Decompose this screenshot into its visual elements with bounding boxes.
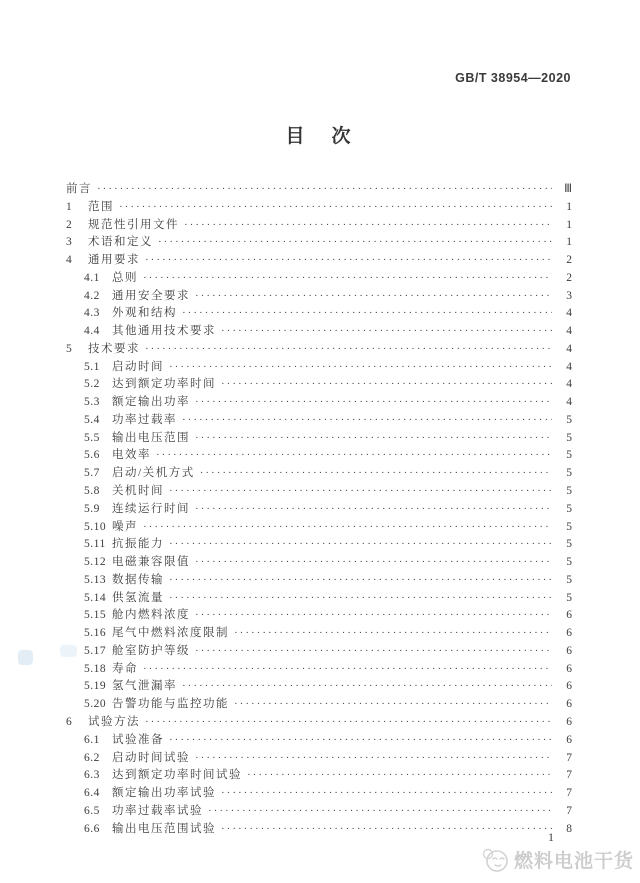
- toc-entry-title: 舱内燃料浓度: [112, 609, 190, 622]
- toc-entry-page: 7: [566, 804, 572, 817]
- toc-entry-title: 抗振能力: [112, 538, 164, 551]
- toc-entry-page: 6: [566, 627, 572, 640]
- toc-entry-number: 5.18: [84, 662, 107, 675]
- toc-entry-page: 6: [566, 644, 572, 657]
- toc-entry-number: 5.17: [84, 644, 107, 657]
- toc-entry-number: 5.13: [84, 573, 107, 586]
- dot-leader: [234, 625, 552, 643]
- toc-entry-title: 前言: [66, 183, 92, 195]
- toc-entry: [66, 270, 572, 288]
- toc-entry-title: 电磁兼容限值: [112, 556, 190, 569]
- toc-entry-number: 4.1: [84, 271, 100, 284]
- toc-entry-number: 6: [66, 715, 73, 728]
- toc-entry-title: 功率过载率: [112, 413, 177, 426]
- dot-leader: [158, 234, 552, 252]
- toc-entry: [66, 572, 572, 590]
- toc-entry: [66, 625, 572, 643]
- toc-entry: [66, 501, 572, 519]
- toc-entry-page: 6: [566, 680, 572, 693]
- dot-leader: [195, 501, 552, 519]
- toc-entry-page: 5: [566, 573, 572, 586]
- standard-number: GB/T 38954—2020: [455, 71, 571, 85]
- dot-leader: [195, 394, 552, 412]
- toc-entry-title: 达到额定功率时间: [112, 378, 216, 391]
- toc-entry-title: 舱室防护等级: [112, 644, 190, 657]
- toc-entry-page: 4: [566, 360, 572, 373]
- toc-entry-title: 其他通用技术要求: [112, 325, 216, 338]
- toc-entry-title: 通用安全要求: [112, 289, 190, 302]
- toc-entry-number: 2: [66, 218, 73, 231]
- toc-entry-number: 5.1: [84, 360, 100, 373]
- dot-leader: [182, 412, 552, 430]
- toc-entry-title: 供氢流量: [112, 591, 164, 604]
- toc-entry-page: 4: [566, 325, 572, 338]
- dot-leader: [221, 323, 552, 341]
- toc-entry-page: 4: [566, 342, 572, 355]
- toc-entry-number: 5.3: [84, 396, 100, 409]
- toc-entry-number: 4.4: [84, 325, 100, 338]
- toc-entry-page: 6: [566, 609, 572, 622]
- toc-entry-title: 启动时间试验: [112, 751, 190, 764]
- toc-entry: [66, 785, 572, 803]
- toc-entry-title: 试验方法: [88, 715, 140, 728]
- table-of-contents: [66, 181, 572, 838]
- toc-entry-page: 6: [566, 698, 572, 711]
- toc-entry: [66, 465, 572, 483]
- toc-entry-title: 电效率: [112, 449, 151, 462]
- dot-leader: [195, 288, 552, 306]
- dot-leader: [195, 607, 552, 625]
- toc-entry-number: 4.2: [84, 289, 100, 302]
- toc-entry: [66, 519, 572, 537]
- toc-entry-number: 6.1: [84, 733, 100, 746]
- toc-entry-number: 6.5: [84, 804, 100, 817]
- toc-entry-number: 1: [66, 200, 73, 213]
- toc-entry-number: 5.15: [84, 609, 107, 622]
- toc-entry-title: 连续运行时间: [112, 502, 190, 515]
- toc-entry-page: 4: [566, 396, 572, 409]
- toc-entry-page: 5: [566, 431, 572, 444]
- toc-entry-page: 8: [566, 822, 572, 835]
- dot-leader: [169, 732, 552, 750]
- toc-entry-number: 5.9: [84, 502, 100, 515]
- toc-entry-title: 达到额定功率时间试验: [112, 769, 242, 782]
- toc-entry: [66, 199, 572, 217]
- toc-entry-number: 5.14: [84, 591, 107, 604]
- toc-entry-title: 启动/关机方式: [112, 467, 195, 480]
- toc-entry-number: 6.4: [84, 787, 100, 800]
- toc-entry-number: 5.5: [84, 431, 100, 444]
- dot-leader: [156, 447, 552, 465]
- toc-entry: [66, 412, 572, 430]
- dot-leader: [169, 572, 552, 590]
- dot-leader: [195, 643, 552, 661]
- toc-entry-title: 规范性引用文件: [88, 218, 179, 231]
- toc-entry-title: 通用要求: [88, 254, 140, 267]
- toc-entry-page: 5: [566, 485, 572, 498]
- toc-entry-number: 5.4: [84, 413, 100, 426]
- dot-leader: [195, 750, 552, 768]
- toc-entry-number: 5: [66, 342, 73, 355]
- dot-leader: [145, 252, 552, 270]
- toc-entry-number: 5.7: [84, 467, 100, 480]
- toc-entry-title: 额定输出功率试验: [112, 787, 216, 800]
- dot-leader: [195, 554, 552, 572]
- toc-entry-page: 5: [566, 538, 572, 551]
- toc-entry-page: 5: [566, 520, 572, 533]
- toc-entry-page: 1: [566, 200, 572, 213]
- toc-entry-page: 4: [566, 378, 572, 391]
- toc-entry: [66, 554, 572, 572]
- toc-entry: [66, 447, 572, 465]
- toc-entry-page: 6: [566, 733, 572, 746]
- page-title: 目 次: [285, 126, 355, 147]
- toc-entry: [66, 323, 572, 341]
- toc-entry: [66, 767, 572, 785]
- dot-leader: [145, 341, 552, 359]
- dot-leader: [143, 519, 552, 537]
- toc-entry-page: 2: [566, 254, 572, 267]
- dot-leader: [247, 767, 552, 785]
- toc-entry: [66, 252, 572, 270]
- toc-entry: [66, 590, 572, 608]
- toc-entry-number: 6.2: [84, 751, 100, 764]
- toc-entry-title: 额定输出功率: [112, 396, 190, 409]
- toc-entry: [66, 661, 572, 679]
- toc-entry: [66, 732, 572, 750]
- dot-leader: [182, 305, 552, 323]
- toc-entry-page: 5: [566, 449, 572, 462]
- toc-entry: [66, 217, 572, 235]
- toc-entry-title: 告警功能与监控功能: [112, 698, 229, 711]
- toc-entry-number: 5.10: [84, 520, 107, 533]
- dot-leader: [195, 430, 552, 448]
- toc-entry: [66, 305, 572, 323]
- toc-entry-title: 外观和结构: [112, 307, 177, 320]
- toc-entry-title: 范围: [88, 200, 114, 213]
- toc-entry-title: 功率过载率试验: [112, 804, 203, 817]
- dot-leader: [143, 661, 552, 679]
- toc-entry: [66, 643, 572, 661]
- toc-entry-number: 3: [66, 236, 73, 249]
- toc-entry-page: 4: [566, 307, 572, 320]
- toc-entry-number: 5.8: [84, 485, 100, 498]
- toc-entry-page: 7: [566, 751, 572, 764]
- dot-leader: [169, 590, 552, 608]
- toc-entry-number: 6.6: [84, 822, 100, 835]
- toc-entry-number: 5.19: [84, 680, 107, 693]
- toc-entry: [66, 714, 572, 732]
- dot-leader: [169, 483, 552, 501]
- toc-entry-title: 数据传输: [112, 573, 164, 586]
- toc-entry: [66, 359, 572, 377]
- toc-entry-title: 寿命: [112, 662, 138, 675]
- toc-entry-title: 氢气泄漏率: [112, 680, 177, 693]
- toc-entry: [66, 288, 572, 306]
- toc-entry-title: 技术要求: [88, 342, 140, 355]
- dot-leader: [145, 714, 552, 732]
- toc-entry: [66, 750, 572, 768]
- toc-entry: [66, 536, 572, 554]
- toc-entry: [66, 678, 572, 696]
- dot-leader: [208, 803, 552, 821]
- toc-entry: [66, 483, 572, 501]
- toc-entry-number: 5.11: [84, 538, 106, 551]
- smiley-face-icon: [481, 847, 511, 873]
- toc-entry-page: 5: [566, 556, 572, 569]
- toc-entry-page: 5: [566, 413, 572, 426]
- toc-entry-title: 关机时间: [112, 485, 164, 498]
- dot-leader: [182, 678, 552, 696]
- watermark-text: 燃料电池干货: [513, 851, 634, 872]
- toc-entry-page: 2: [566, 271, 572, 284]
- toc-entry-number: 5.12: [84, 556, 107, 569]
- toc-entry-page: 7: [566, 769, 572, 782]
- toc-entry: [66, 376, 572, 394]
- toc-entry: [66, 394, 572, 412]
- toc-entry-page: 6: [566, 715, 572, 728]
- dot-leader: [234, 696, 552, 714]
- dot-leader: [184, 217, 552, 235]
- scan-highlight-smudge: [18, 650, 33, 665]
- toc-entry-title: 输出电压范围试验: [112, 822, 216, 835]
- dot-leader: [169, 536, 552, 554]
- toc-entry-page: 5: [566, 502, 572, 515]
- toc-entry-number: 5.20: [84, 698, 107, 711]
- dot-leader: [143, 270, 552, 288]
- toc-entry: [66, 821, 572, 839]
- footer-page-number: 1: [548, 830, 554, 844]
- dot-leader: [200, 465, 552, 483]
- toc-entry-title: 术语和定义: [88, 236, 153, 249]
- dot-leader: [221, 785, 552, 803]
- toc-entry-title: 噪声: [112, 520, 138, 533]
- toc-entry-page: 6: [566, 662, 572, 675]
- toc-entry: [66, 607, 572, 625]
- toc-entry-page: Ⅲ: [564, 183, 572, 195]
- toc-entry: [66, 181, 572, 199]
- toc-entry-number: 6.3: [84, 769, 100, 782]
- toc-entry-page: 3: [566, 289, 572, 302]
- toc-entry-title: 尾气中燃料浓度限制: [112, 627, 229, 640]
- dot-leader: [221, 821, 552, 839]
- dot-leader: [221, 376, 552, 394]
- dot-leader: [119, 199, 552, 217]
- toc-entry-title: 总则: [112, 271, 138, 284]
- dot-leader: [97, 181, 552, 199]
- dot-leader: [169, 359, 552, 377]
- toc-entry-page: 7: [566, 787, 572, 800]
- toc-entry-page: 5: [566, 591, 572, 604]
- toc-entry-number: 5.2: [84, 378, 100, 391]
- toc-entry-page: 1: [566, 218, 572, 231]
- toc-entry-page: 1: [566, 236, 572, 249]
- toc-entry-title: 启动时间: [112, 360, 164, 373]
- toc-entry-number: 4.3: [84, 307, 100, 320]
- toc-entry: [66, 430, 572, 448]
- toc-entry: [66, 696, 572, 714]
- toc-entry: [66, 803, 572, 821]
- toc-entry-number: 4: [66, 254, 73, 267]
- publisher-watermark: [481, 846, 634, 873]
- toc-entry-number: 5.16: [84, 627, 107, 640]
- toc-entry-page: 5: [566, 467, 572, 480]
- toc-entry: [66, 234, 572, 252]
- toc-entry-title: 输出电压范围: [112, 431, 190, 444]
- toc-entry-title: 试验准备: [112, 733, 164, 746]
- toc-entry-number: 5.6: [84, 449, 100, 462]
- toc-entry: [66, 341, 572, 359]
